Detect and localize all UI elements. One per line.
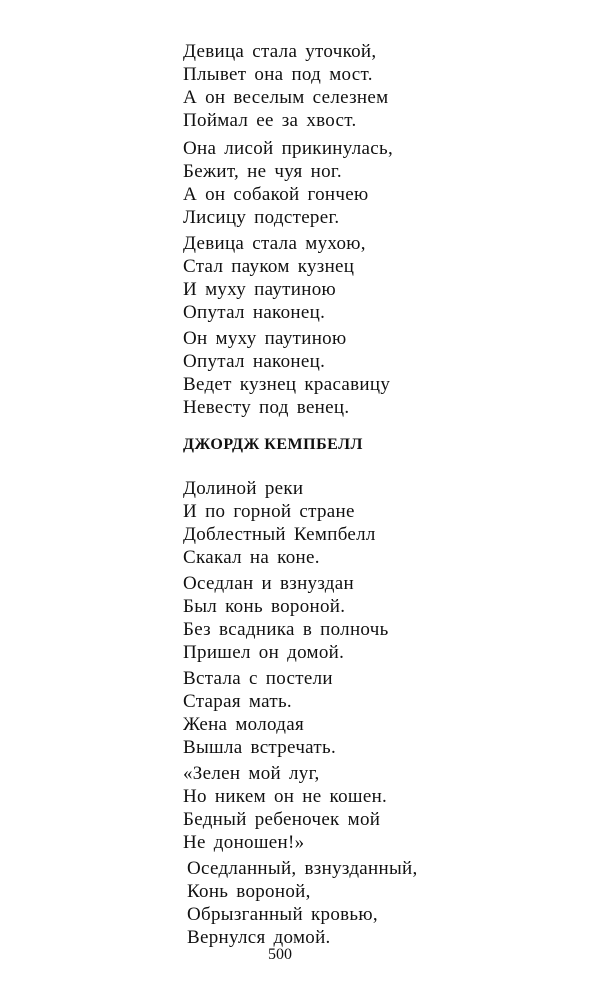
verse-line: Без всадника в полночь [183,619,389,640]
verse-line: Лисицу подстерег. [183,207,340,228]
verse-line: Опутал наконец. [183,302,326,323]
stanza [183,40,388,132]
verse-line: Обрызганный кровью, [187,904,378,925]
verse-line: Невесту под венец. [183,397,350,418]
stanza [183,667,336,759]
verse-line: Она лисой прикинулась, [183,138,394,159]
poem-title: ДЖОРДЖ КЕМПБЕЛЛ [183,436,363,453]
verse-line: Поймал ее за хвост. [183,110,357,131]
verse-line: Но никем он не кошен. [183,786,388,807]
verse-line: Вернулся домой. [187,927,331,948]
verse-line: Ведет кузнец красавицу [183,374,391,395]
verse-line: Стал пауком кузнец [183,256,355,277]
verse-line: Скакал на коне. [183,547,320,568]
verse-line: Доблестный Кемпбелл [183,524,376,545]
verse-line: Вышла встречать. [183,737,337,758]
verse-line: И по горной стране [183,501,355,522]
verse-line: А он собакой гончею [183,184,369,205]
verse-line: И муху паутиною [183,279,336,300]
verse-line: Конь вороной, [187,881,311,902]
verse-line: Был конь вороной. [183,596,346,617]
page-number: 500 [268,946,292,963]
verse-line: «Зелен мой луг, [183,763,320,784]
verse-line: Опутал наконец. [183,351,326,372]
verse-line: Бедный ребеночек мой [183,809,381,830]
verse-line: Плывет она под мост. [183,64,373,85]
stanza [183,232,366,324]
verse-line: Пришел он домой. [183,642,345,663]
verse-line: Оседланный, взнузданный, [187,858,418,879]
verse-line: Жена молодая [183,714,304,735]
stanza [183,572,389,664]
verse-line: А он веселым селезнем [183,87,389,108]
verse-line: Оседлан и взнуздан [183,573,354,594]
verse-line: Бежит, не чуя ног. [183,161,342,182]
verse-line: Он муху паутиною [183,328,347,349]
verse-line: Встала с постели [183,668,333,689]
stanza [183,327,390,419]
stanza [187,857,418,949]
verse-line: Старая мать. [183,691,292,712]
stanza [183,762,387,854]
stanza [183,477,376,569]
verse-line: Долиной реки [183,478,304,499]
verse-line: Не доношен!» [183,832,305,853]
stanza [183,137,393,229]
verse-line: Девица стала уточкой, [183,41,377,62]
verse-line: Девица стала мухою, [183,233,366,254]
